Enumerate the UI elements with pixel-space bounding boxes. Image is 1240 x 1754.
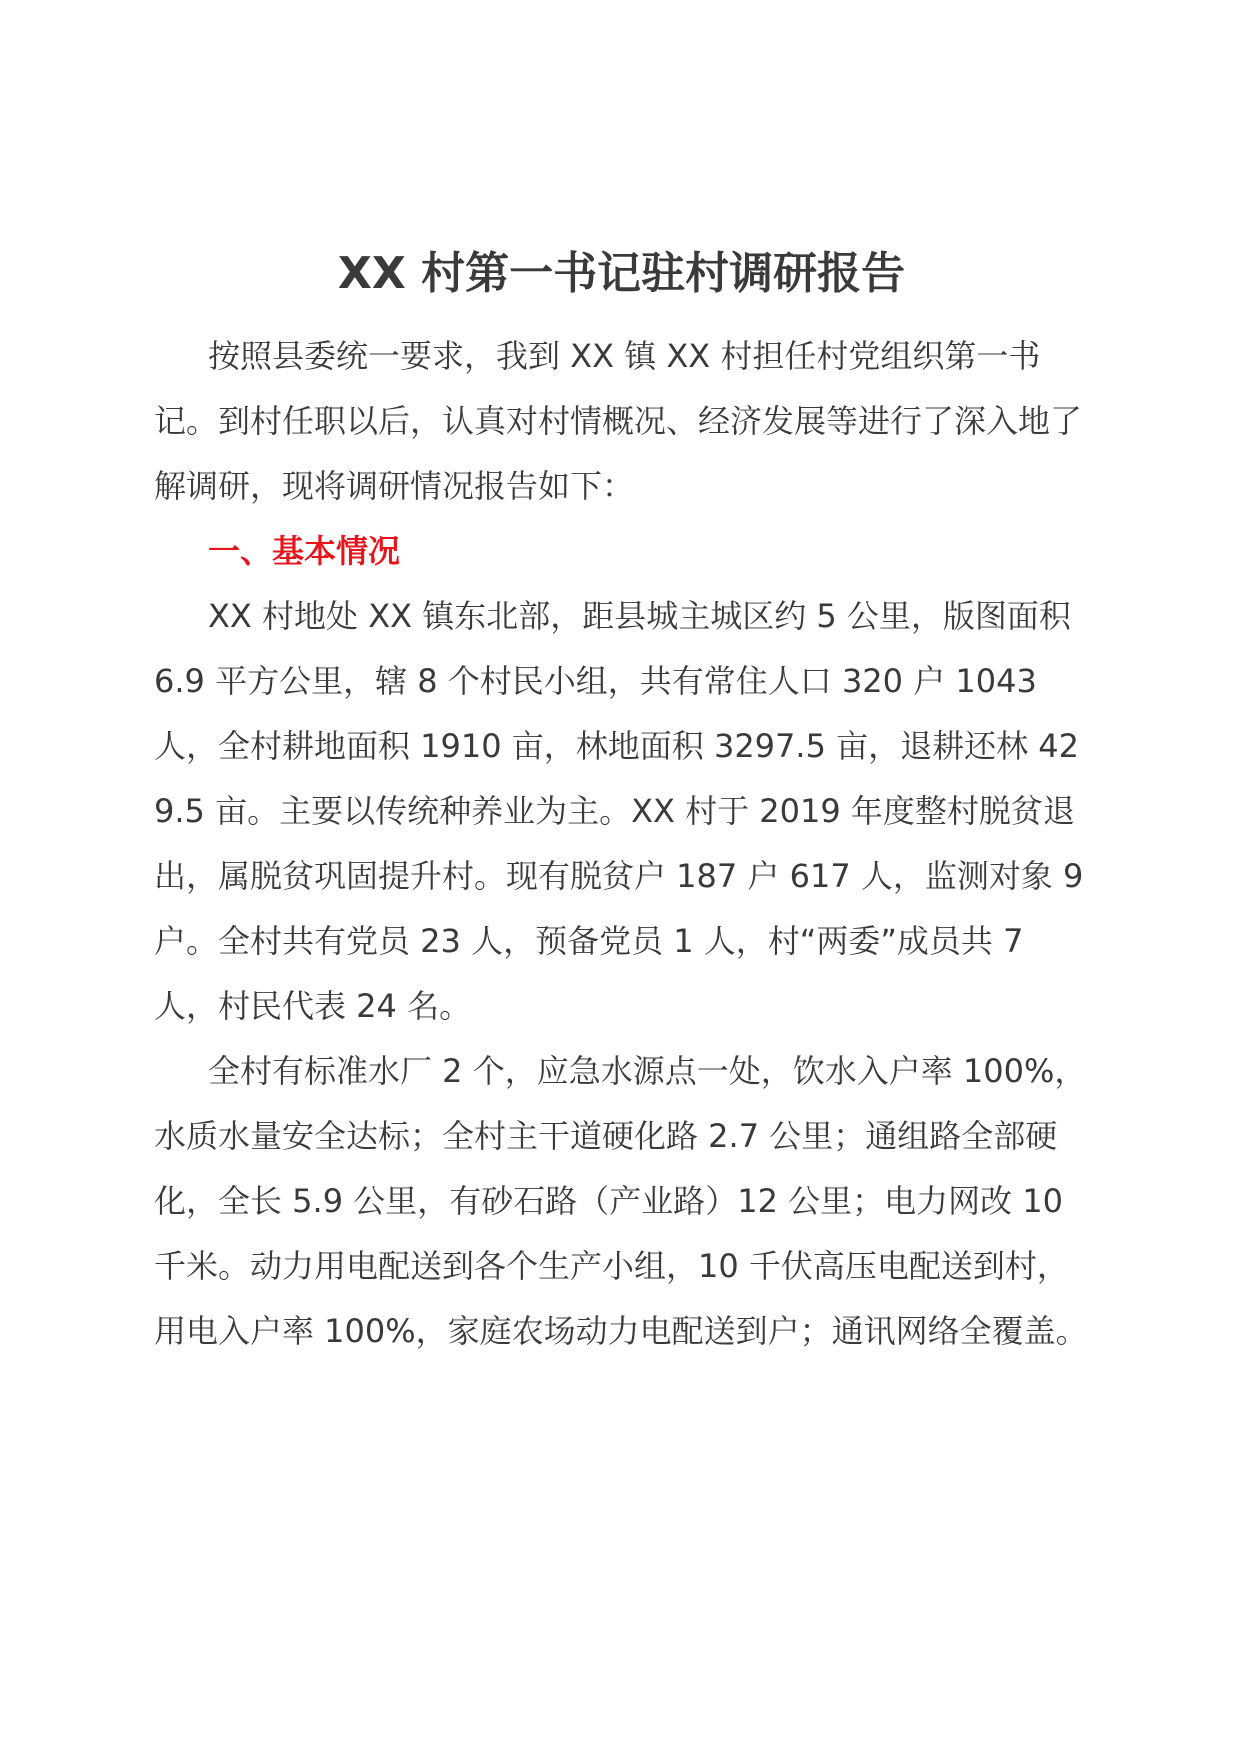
basic-situation-paragraph-1: XX 村地处 XX 镇东北部，距县城主城区约 5 公里，版图面积 6.9 平方公里，辖 8 个村民小组，共有常住人口 320 户 1043 人，全村耕地面积 1910 亩，林地面积 3297.5 亩，退耕还林 429.5 亩。主要以传统种养业为主。XX 村于 2019 年度整村脱贫退出，属脱贫巩固提升村。现有脱贫户 187 户 617 人，监测对象 9 户。全村共有党员 23 人，预备党员 1 人，村“两委”成员共 7 人，村民代表 24 名。 bbox=[154, 597, 1084, 1025]
section-heading-basic-situation: 一、基本情况 bbox=[208, 532, 401, 570]
document-body bbox=[154, 238, 1089, 1364]
basic-situation-paragraph-2: 全村有标准水厂 2 个，应急水源点一处，饮水入户率 100%，水质水量安全达标；全村主干道硬化路 2.7 公里；通组路全部硬化，全长 5.9 公里，有砂石路（产业路）12 公里；电力网改 10 千米。动力用电配送到各个生产小组，10 千伏高压电配送到村，用电入户率 100%，家庭农场动力电配送到户；通讯网络全覆盖。 bbox=[154, 1052, 1088, 1350]
document-title: XX 村第一书记驻村调研报告 bbox=[337, 248, 906, 299]
intro-paragraph: 按照县委统一要求，我到 XX 镇 XX 村担任村党组织第一书记。到村任职以后，认真对村情概况、经济发展等进行了深入地了解调研，现将调研情况报告如下： bbox=[154, 337, 1083, 505]
